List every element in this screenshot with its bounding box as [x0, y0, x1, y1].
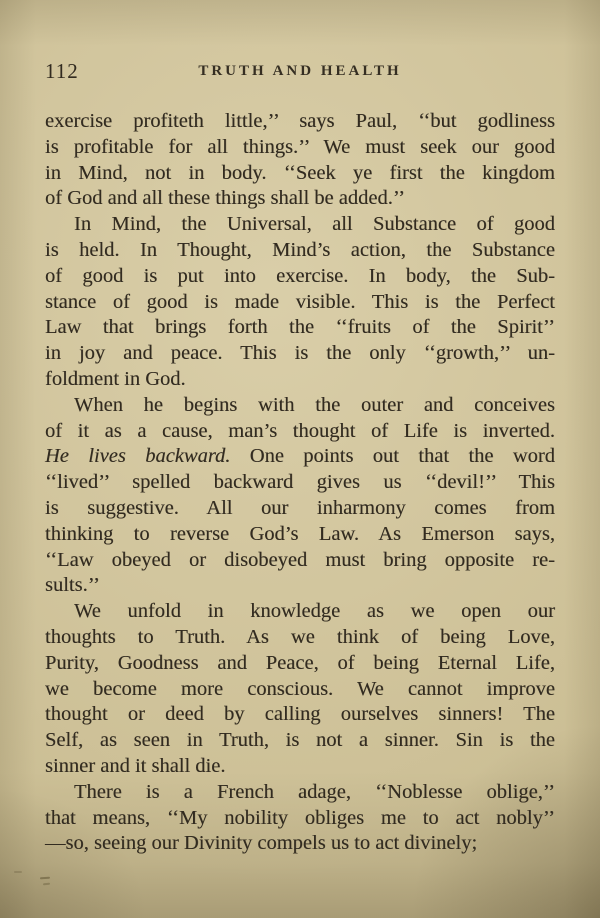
text-segment: —so, seeing our Divinity compels us to act divinely;: [45, 832, 478, 855]
text-line: [45, 212, 555, 238]
text-line: [45, 651, 555, 677]
text-segment: is held. In Thought, Mind’s action, the Substance: [45, 238, 555, 261]
text-segment: stance of good is made visible. This is the Perfect: [45, 290, 555, 313]
text-segment: in Mind, not in body. ‘‘Seek ye first the kingdom: [45, 161, 555, 184]
text-segment: of God and all these things shall be added.’’: [45, 187, 405, 210]
text-line: [45, 135, 555, 161]
text-line: [45, 573, 555, 599]
text-line: [45, 599, 555, 625]
text-line: [45, 780, 555, 806]
text-segment: One points out that the word: [230, 445, 555, 468]
text-segment: There is a French adage, ‘‘Noblesse oblige,’’: [74, 780, 555, 803]
text-segment: sinner and it shall die.: [45, 754, 226, 777]
paper-speck: [14, 871, 22, 873]
text-segment: Law that brings forth the ‘‘fruits of the Spirit’’: [45, 316, 555, 339]
paragraph: [45, 393, 555, 599]
text-line: [45, 315, 555, 341]
text-segment: is profitable for all things.’’ We must seek our good: [45, 135, 555, 158]
text-line: [45, 831, 555, 857]
text-segment: in joy and peace. This is the only ‘‘growth,’’ un-: [45, 342, 555, 365]
text-line: [45, 290, 555, 316]
page-number: 112: [45, 59, 79, 83]
text-line: [45, 625, 555, 651]
text-line: [45, 109, 555, 135]
text-segment: we become more conscious. We cannot improve: [45, 677, 555, 700]
text-line: [45, 367, 555, 393]
paragraph: [45, 212, 555, 393]
text-segment: that means, ‘‘My nobility obliges me to act nobly’’: [45, 806, 555, 829]
text-segment: is suggestive. All our inharmony comes from: [45, 496, 555, 519]
text-line: [45, 470, 555, 496]
text-segment: Self, as seen in Truth, is not a sinner. Sin is the: [45, 729, 555, 752]
text-line: [45, 264, 555, 290]
text-line: [45, 341, 555, 367]
text-line: [45, 419, 555, 445]
text-line: [45, 161, 555, 187]
text-line: [45, 238, 555, 264]
text-line: [45, 754, 555, 780]
text-segment: of it as a cause, man’s thought of Life is inverted.: [45, 419, 555, 442]
text-line: [45, 702, 555, 728]
text-segment: ‘‘lived’’ spelled backward gives us ‘‘devil!’’ This: [45, 471, 555, 494]
paragraph: [45, 599, 555, 780]
text-line: [45, 806, 555, 832]
text-segment: thoughts to Truth. As we think of being Love,: [45, 625, 555, 648]
italic-text: He lives backward.: [45, 445, 231, 468]
text-segment: of good is put into exercise. In body, the Sub-: [45, 264, 555, 287]
text-line: [45, 393, 555, 419]
text-block: [45, 109, 555, 857]
text-segment: exercise profiteth little,’’ says Paul, ‘‘but godliness: [45, 110, 555, 132]
text-segment: thought or deed by calling ourselves sinners! The: [45, 703, 555, 726]
text-line: [45, 496, 555, 522]
running-title: TRUTH AND HEALTH: [198, 63, 402, 79]
text-segment: foldment in God.: [45, 367, 186, 390]
paragraph: [45, 780, 555, 857]
text-line: [45, 522, 555, 548]
text-line: [45, 186, 555, 212]
text-line: [45, 548, 555, 574]
text-segment: In Mind, the Universal, all Substance of good: [74, 213, 555, 236]
text-segment: When he begins with the outer and conceives: [74, 393, 555, 416]
paper-speck: [43, 883, 50, 886]
text-segment: ‘‘Law obeyed or disobeyed must bring opposite re-: [45, 548, 555, 571]
text-line: [45, 444, 555, 470]
text-line: [45, 677, 555, 703]
paper-speck: [40, 877, 50, 880]
text-segment: We unfold in knowledge as we open our: [74, 600, 555, 623]
text-segment: thinking to reverse God’s Law. As Emerson says,: [45, 522, 555, 545]
text-segment: sults.’’: [45, 574, 100, 597]
text-line: [45, 728, 555, 754]
paragraph: [45, 109, 555, 212]
text-segment: Purity, Goodness and Peace, of being Eternal Life,: [45, 651, 555, 674]
